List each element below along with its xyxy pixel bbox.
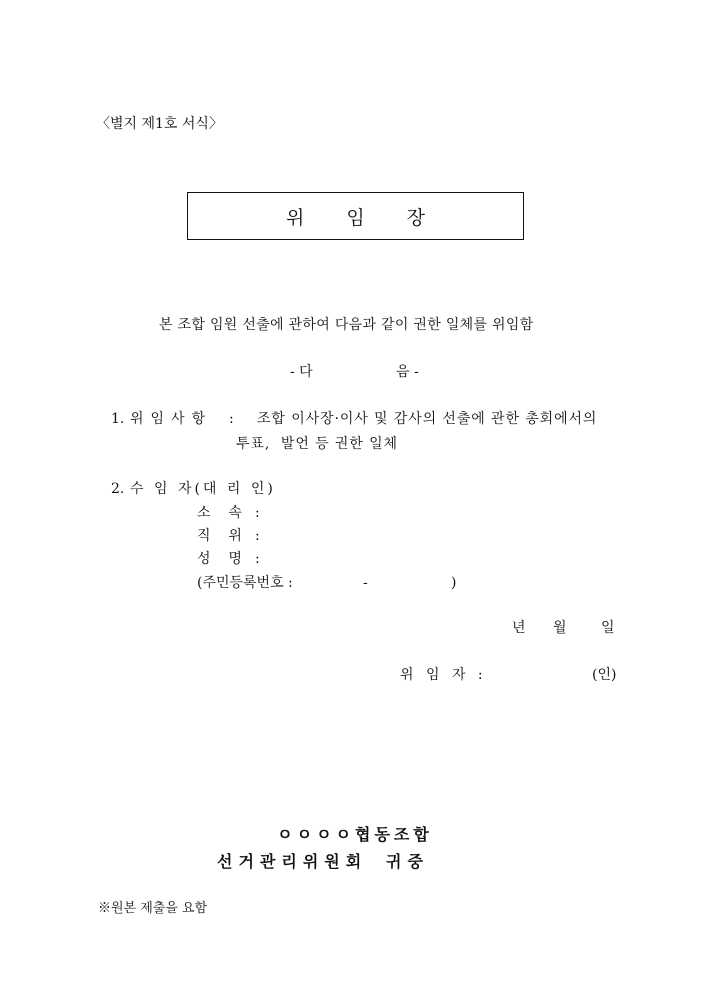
form-number-label: 〈별지 제1호 서식〉 <box>96 116 223 132</box>
field-affiliation-label: 소 속 <box>197 505 242 521</box>
field-position-colon: : <box>255 528 260 544</box>
intro-statement: 본 조합 임원 선출에 관하여 다음과 같이 권한 일체를 위임함 <box>159 317 534 333</box>
seal-mark: (인) <box>592 667 617 683</box>
committee-name: 선거관리위원회 <box>217 852 368 871</box>
cooperative-name: ㅇㅇㅇㅇ협동조합 <box>277 825 433 844</box>
field-resident-number-label: (주민등록번호 : <box>197 575 293 591</box>
item-1-label: 위임사항 <box>130 411 213 427</box>
field-name-colon: : <box>255 551 260 567</box>
field-resident-number-close: ) <box>451 575 457 591</box>
item-1-number: 1. <box>111 411 125 427</box>
field-name-label: 성 명 <box>197 551 242 567</box>
field-affiliation-colon: : <box>255 505 260 521</box>
item-1-content-line-1: 조합 이사장·이사 및 감사의 선출에 관한 총회에서의 <box>257 411 598 427</box>
document-title: 위임장 <box>285 206 468 229</box>
delegator-label: 위 임 자 : <box>400 667 487 683</box>
field-position-label: 직 위 <box>197 528 242 544</box>
section-heading-left: - 다 <box>290 364 313 380</box>
date-day: 일 <box>601 620 615 636</box>
recipient-suffix: 귀중 <box>386 852 429 871</box>
footnote: ※원본 제출을 요함 <box>98 901 208 916</box>
date-month: 월 <box>553 620 567 636</box>
item-2-label: 수 임 자(대 리 인) <box>130 481 276 497</box>
document-title-box <box>187 192 524 240</box>
item-2-number: 2. <box>111 481 125 497</box>
item-1-colon: : <box>229 411 234 427</box>
field-resident-number-dash: - <box>363 575 368 591</box>
section-heading-right: 음 - <box>396 364 419 380</box>
item-1-content-line-2: 투표, 발언 등 권한 일체 <box>236 436 398 452</box>
date-year: 년 <box>512 620 526 636</box>
